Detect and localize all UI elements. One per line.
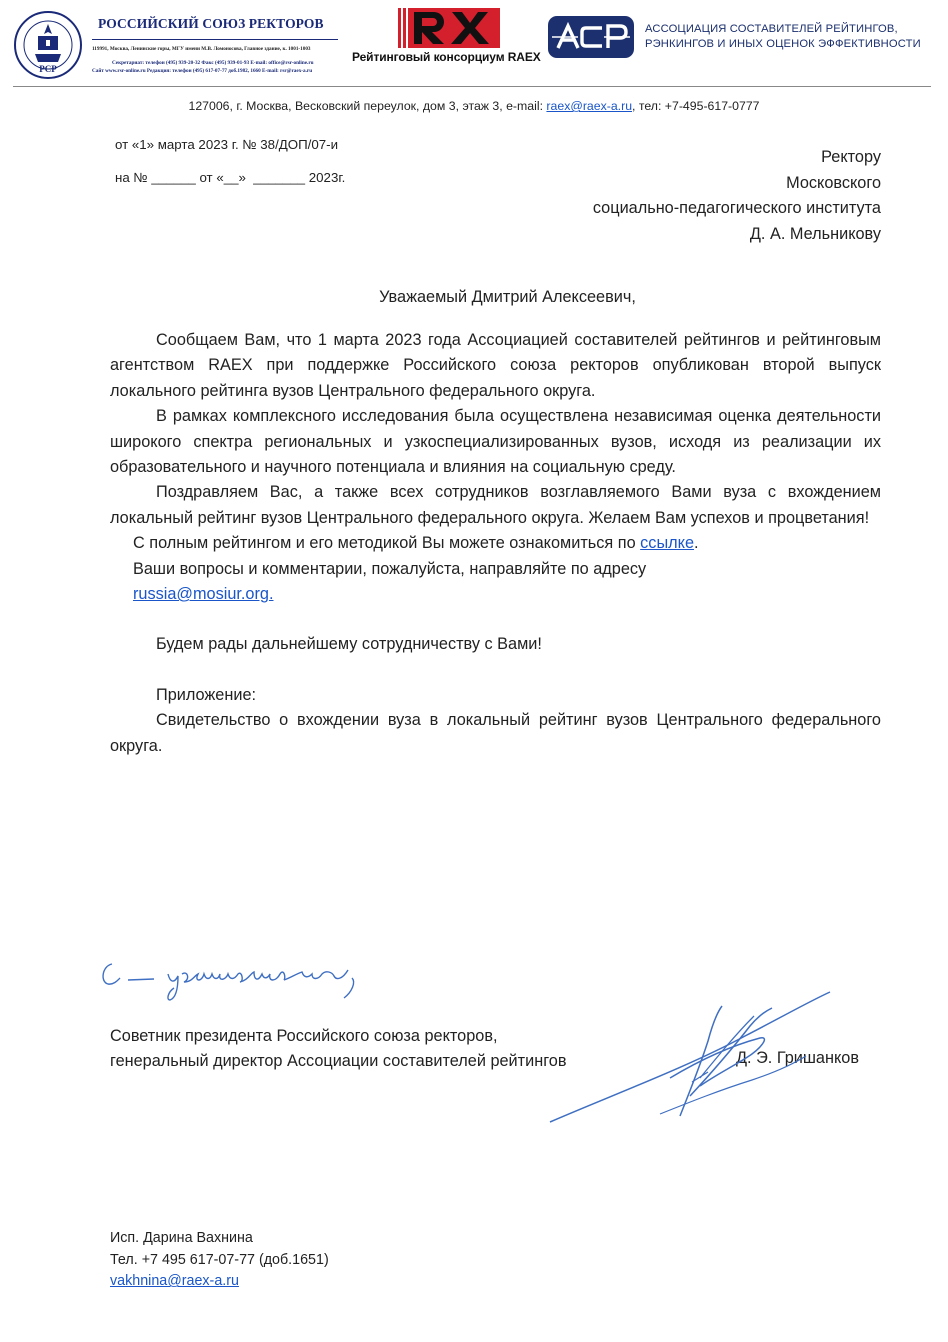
- handwritten-closing-graphic: [98, 948, 368, 1014]
- body-paragraph-6: Будем рады дальнейшему сотрудничеству с Вами!: [156, 635, 542, 654]
- closing-line1: Советник президента Российского союза ректоров,: [110, 1027, 498, 1045]
- addressee-line3: социально-педагогического института: [592, 199, 881, 217]
- executor-phone: Тел. +7 495 617-07-77 (доб.1651): [110, 1251, 329, 1268]
- letter-body: [110, 328, 881, 759]
- rsr-title: РОССИЙСКИЙ СОЮЗ РЕКТОРОВ: [98, 16, 324, 31]
- rating-link[interactable]: ссылке: [640, 534, 695, 553]
- body-paragraph-1: Сообщаем Вам, что 1 марта 2023 года Ассоциацией составителей рейтингов и рейтинговым агентством RAEX при поддержке Российского союза ректоров опубликован второй выпуск локального рейтинга вузов Центрального федерального округа.: [110, 331, 881, 400]
- addressee-line1: Ректору: [821, 148, 881, 166]
- outgoing-number: от «1» марта 2023 г. № 38/ДОП/07-и: [115, 137, 339, 152]
- svg-text:РСР: РСР: [39, 64, 57, 74]
- addressee-line2: Московского: [786, 173, 881, 192]
- header-email-link[interactable]: raex@raex-a.ru: [546, 99, 633, 113]
- questions-email-link[interactable]: russia@mosiur.org.: [133, 585, 274, 604]
- body-paragraph-3: Поздравляем Вас, а также всех сотрудников возглавляемого Вами вуза с вхождением локальный рейтинг вузов Центрального федерального округа. Желаем Вам успехов и процветания!: [110, 483, 881, 527]
- body-paragraph-2: В рамках комплексного исследования была осуществлена независимая оценка деятельности широкого спектра региональных и узкоспециализированных вузов, исходя из реализации их образовательного и научного потенциала и влияния на социальную среду.: [110, 407, 881, 477]
- incoming-number: на № ______ от «__» _______ 2023г.: [115, 170, 346, 185]
- handwritten-signature: [540, 986, 840, 1126]
- body-paragraph-4: [110, 531, 881, 556]
- rsr-emblem-logo: [13, 10, 83, 80]
- raex-logo: [398, 8, 500, 48]
- signer-name: Д. Э. Гришанков: [736, 1049, 859, 1067]
- footer-executor-block: [110, 1228, 329, 1293]
- header-address-prefix: 127006, г. Москва, Весковский переулок, дом 3, этаж 3, e-mail:: [188, 99, 547, 113]
- attachment-title: Приложение:: [156, 685, 257, 704]
- attachment-text: Свидетельство о вхождении вуза в локальный рейтинг вузов Центрального федерального округа.: [110, 711, 881, 755]
- addressee-block: [593, 145, 881, 247]
- rsr-site: Сайт www.rsr-online.ru Редакция: телефон (495) 617-07-77 доб.1982, 1660 E-mail: rsr@raex-a.ru: [92, 68, 313, 74]
- body-paragraph-5: [110, 557, 881, 608]
- executor-name: Исп. Дарина Вахнина: [110, 1230, 253, 1246]
- closing-line2: генеральный директор Ассоциации составителей рейтингов: [110, 1052, 567, 1070]
- rating-link-suffix: .: [694, 534, 699, 553]
- acr-name: [645, 22, 921, 52]
- header-address: [0, 99, 948, 113]
- header-address-suffix: , тел: +7-495-617-0777: [632, 99, 760, 113]
- salutation: Уважаемый Дмитрий Алексеевич,: [379, 288, 636, 306]
- executor-email-link[interactable]: vakhnina@raex-a.ru: [110, 1273, 239, 1290]
- rsr-contacts: Секретариат: телефон (495) 939-20-32 Факс (495) 939-01-93 E-mail: office@rsr-online.ru: [112, 60, 314, 66]
- acr-logo: [548, 16, 634, 58]
- rsr-address: 119991, Москва, Ленинские горы, МГУ имени М.В. Ломоносова, Главное здание, к. 1001-1003: [92, 46, 311, 52]
- raex-caption: Рейтинговый консорциум RAEX: [352, 50, 541, 64]
- header-divider: [13, 86, 931, 87]
- questions-text: Ваши вопросы и комментарии, пожалуйста, направляйте по адресу: [133, 559, 647, 578]
- acr-name-line2: РЭНКИНГОВ И ИНЫХ ОЦЕНОК ЭФФЕКТИВНОСТИ: [645, 38, 921, 50]
- rsr-title-rule: [92, 39, 338, 40]
- acr-name-line1: АССОЦИАЦИЯ СОСТАВИТЕЛЕЙ РЕЙТИНГОВ,: [645, 23, 898, 35]
- rating-link-prefix: С полным рейтингом и его методикой Вы можете ознакомиться по: [133, 534, 641, 553]
- addressee-line4: Д. А. Мельникову: [749, 224, 881, 243]
- closing-block: [110, 1024, 566, 1074]
